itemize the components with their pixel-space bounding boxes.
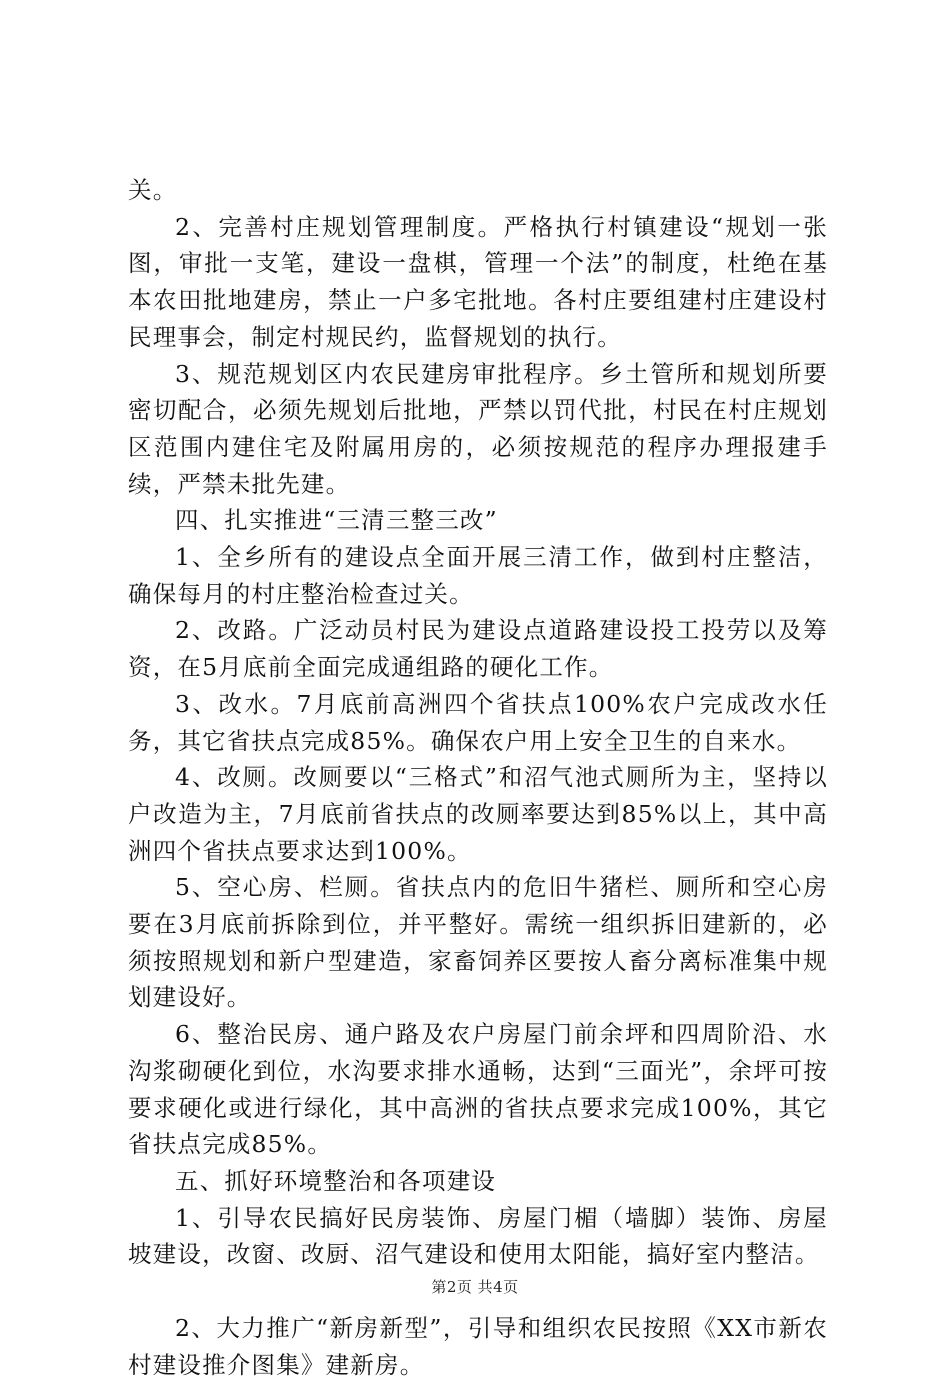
paragraph-item-2-new-houses: 2、大力推广“新房新型”，引导和组织农民按照《XX市新农村建设推介图集》建新房。	[128, 1314, 828, 1379]
section-heading-4: 四、扎实推进“三清三整三改”	[175, 506, 498, 535]
page-number-footer: 第2页 共4页	[431, 1278, 519, 1296]
paragraph-item-5-empty-houses: 5、空心房、栏厕。省扶点内的危旧牛猪栏、厕所和空心房要在3月底前拆除到位，并平整好。需统一组织拆旧建新的，必须按照规划和新户型建造，家畜饲养区要按人畜分离标准集中规划建设好。	[128, 873, 828, 1012]
paragraph-item-3-water: 3、改水。7月底前高洲四个省扶点100%农户完成改水任务，其它省扶点完成85%。确保农户用上安全卫生的自来水。	[128, 689, 828, 755]
paragraph-item-1-three-clean: 1、全乡所有的建设点全面开展三清工作，做到村庄整洁，确保每月的村庄整治检查过关。	[128, 543, 828, 608]
paragraph-item-6-housing-renovation: 6、整治民房、通户路及农户房屋门前余坪和四周阶沿、水沟浆砌硬化到位，水沟要求排水通畅，达到“三面光”，余坪可按要求硬化或进行绿化，其中高洲的省扶点要求完成100%，其它省扶点完成85%。	[128, 1020, 828, 1159]
paragraph-item-4-toilets: 4、改厕。改厕要以“三格式”和沼气池式厕所为主，坚持以户改造为主，7月底前省扶点的改厕率要达到85%以上，其中高洲四个省扶点要求达到100%。	[128, 763, 828, 865]
paragraph-continuation: 关。	[128, 176, 178, 204]
paragraph-item-3-approval-procedure: 3、规范规划区内农民建房审批程序。乡土管所和规划所要密切配合，必须先规划后批地，严禁以罚代批，村民在村庄规划区范围内建住宅及附属用房的，必须按规范的程序办理报建手续，严禁未批先建。	[128, 359, 828, 498]
paragraph-item-2-roads: 2、改路。广泛动员村民为建设点道路建设投工投劳以及筹资，在5月底前全面完成通组路的硬化工作。	[128, 616, 828, 682]
section-heading-5: 五、抓好环境整治和各项建设	[175, 1166, 497, 1195]
paragraph-item-2-planning-system: 2、完善村庄规划管理制度。严格执行村镇建设“规划一张图，审批一支笔，建设一盘棋，管理一个法”的制度，杜绝在基本农田批地建房，禁止一户多宅批地。各村庄要组建村庄建设村民理事会，制定村规民约，监督规划的执行。	[128, 212, 828, 351]
paragraph-item-1-decoration: 1、引导农民搞好民房装饰、房屋门楣（墙脚）装饰、房屋坡建设，改窗、改厨、沼气建设和使用太阳能，搞好室内整洁。	[128, 1203, 828, 1269]
document-body	[128, 172, 828, 1384]
